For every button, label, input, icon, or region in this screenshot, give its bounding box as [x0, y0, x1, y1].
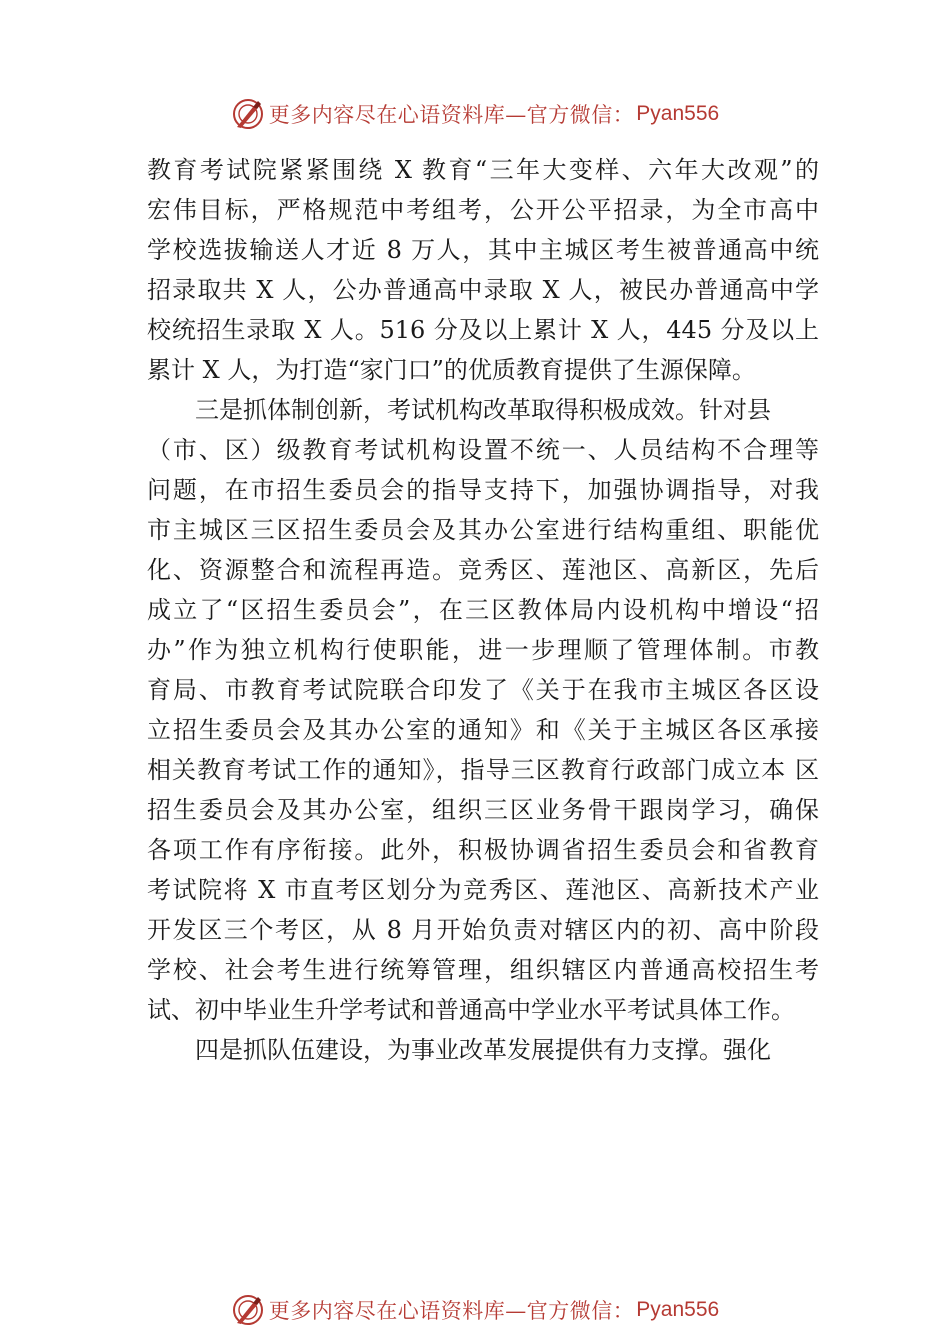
- body-line: 问题，在市招生委员会的指导支持下，加强协调指导，对我: [147, 476, 819, 504]
- body-line: 招生委员会及其办公室，组织三区业务骨干跟岗学习，确保: [147, 796, 819, 824]
- body-line: 办”作为独立机构行使职能，进一步理顺了管理体制。市教: [147, 636, 819, 664]
- body-line: 成立了“区招生委员会”，在三区教体局内设机构中增设“招: [147, 596, 819, 624]
- body-line: 化、资源整合和流程再造。竞秀区、莲池区、高新区，先后: [147, 556, 819, 584]
- body-line: 试、初中毕业生升学考试和普通高中学业水平考试具体工作。: [147, 996, 795, 1024]
- paragraph-heading-4: 四是抓队伍建设，为事业改革发展提供有力支撑。强化: [195, 1036, 771, 1064]
- banner-wechat-id: Pyan556: [636, 102, 720, 125]
- body-line: 招录取共 X 人，公办普通高中录取 X 人，被民办普通高中学: [147, 276, 819, 304]
- pen-logo-icon: [231, 97, 265, 131]
- body-line: 开发区三个考区，从 8 月开始负责对辖区内的初、高中阶段: [147, 916, 819, 944]
- body-line: 教育考试院紧紧围绕 X 教育“三年大变样、六年大改观”的: [147, 156, 819, 184]
- body-line: 考试院将 X 市直考区划分为竞秀区、莲池区、高新技术产业: [147, 876, 819, 904]
- pen-logo-icon: [231, 1293, 265, 1327]
- header-banner: [0, 94, 950, 134]
- banner-text: 更多内容尽在心语资料库—官方微信：: [268, 103, 635, 127]
- paragraph-heading-3: 三是抓体制创新，考试机构改革取得积极成效。针对县: [195, 396, 771, 424]
- body-line: 各项工作有序衔接。此外，积极协调省招生委员会和省教育: [147, 836, 819, 864]
- body-line: 育局、市教育考试院联合印发了《关于在我市主城区各区设: [147, 676, 819, 704]
- banner-text: 更多内容尽在心语资料库—官方微信：: [268, 1299, 635, 1323]
- body-line: 市主城区三区招生委员会及其办公室进行结构重组、职能优: [147, 516, 819, 544]
- body-line: 学校选拔输送人才近 8 万人，其中主城区考生被普通高中统: [147, 236, 819, 264]
- document-body: [147, 150, 819, 1070]
- footer-banner: [0, 1290, 950, 1330]
- banner-wechat-id: Pyan556: [636, 1298, 720, 1321]
- body-line: 立招生委员会及其办公室的通知》和《关于主城区各区承接: [147, 716, 819, 744]
- body-line: （市、区）级教育考试机构设置不统一、人员结构不合理等: [147, 436, 819, 464]
- body-line: 宏伟目标，严格规范中考组考，公开公平招录，为全市高中: [147, 196, 819, 224]
- body-line: 校统招生录取 X 人。516 分及以上累计 X 人，445 分及以上: [147, 316, 819, 344]
- body-line: 累计 X 人，为打造“家门口”的优质教育提供了生源保障。: [147, 356, 756, 384]
- body-line: 相关教育考试工作的通知》，指导三区教育行政部门成立本 区: [147, 756, 819, 784]
- body-line: 学校、社会考生进行统筹管理，组织辖区内普通高校招生考: [147, 956, 819, 984]
